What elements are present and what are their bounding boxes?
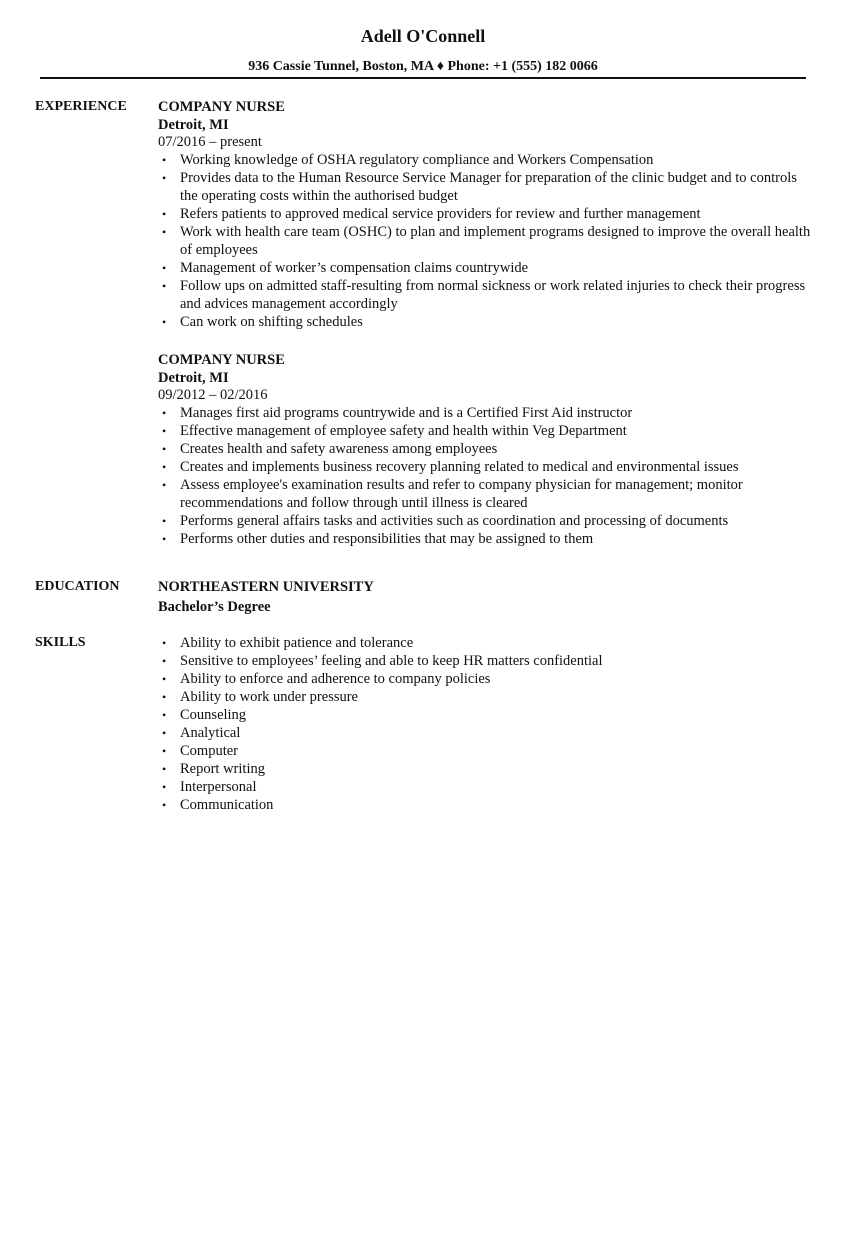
list-item: • Can work on shifting schedules [158, 313, 818, 331]
list-item: • Ability to enforce and adherence to company policies [158, 670, 818, 688]
list-item: • Assess employee's examination results and refer to company physician for management; monitor recommendations and follow through until illness is cleared [158, 476, 818, 512]
list-item: • Analytical [158, 724, 818, 742]
list-item: • Follow ups on admitted staff-resulting from normal sickness or work related injuries to check their progress and advices management accordingly [158, 277, 818, 313]
list-item: • Computer [158, 742, 818, 760]
list-item: • Ability to work under pressure [158, 688, 818, 706]
list-item: • Work with health care team (OSHC) to plan and implement programs designed to improve the overall health of employees [158, 223, 818, 259]
list-item: • Report writing [158, 760, 818, 778]
experience-body [158, 98, 818, 568]
list-item: • Refers patients to approved medical service providers for review and further management [158, 205, 818, 223]
school-name: NORTHEASTERN UNIVERSITY [158, 579, 374, 595]
job-title: COMPANY NURSE [158, 352, 285, 368]
job-duties [158, 404, 818, 548]
skills-list [158, 634, 818, 814]
job-dates: 07/2016 – present [158, 134, 262, 150]
list-item: • Effective management of employee safety and health within Veg Department [158, 422, 818, 440]
job-dates: 09/2012 – 02/2016 [158, 387, 268, 403]
education-heading: EDUCATION [35, 579, 120, 594]
job-title: COMPANY NURSE [158, 99, 285, 115]
education-body [158, 578, 818, 616]
list-item: • Management of worker’s compensation claims countrywide [158, 259, 818, 277]
header-divider [40, 77, 806, 79]
degree-name: Bachelor’s Degree [158, 599, 271, 615]
list-item: • Creates and implements business recovery planning related to medical and environmental issues [158, 458, 818, 476]
list-item: • Counseling [158, 706, 818, 724]
list-item: • Performs general affairs tasks and activities such as coordination and processing of documents [158, 512, 818, 530]
candidate-name: Adell O'Connell [360, 26, 486, 46]
list-item: • Sensitive to employees’ feeling and able to keep HR matters confidential [158, 652, 818, 670]
resume-header [0, 24, 846, 76]
job-location: Detroit, MI [158, 117, 229, 133]
experience-heading: EXPERIENCE [35, 99, 127, 114]
list-item: • Performs other duties and responsibilities that may be assigned to them [158, 530, 818, 548]
job-entry [158, 98, 818, 331]
list-item: • Ability to exhibit patience and tolerance [158, 634, 818, 652]
job-location: Detroit, MI [158, 370, 229, 386]
list-item: • Manages first aid programs countrywide and is a Certified First Aid instructor [158, 404, 818, 422]
list-item: • Working knowledge of OSHA regulatory compliance and Workers Compensation [158, 151, 818, 169]
list-item: • Provides data to the Human Resource Service Manager for preparation of the clinic budget and to controls the operating costs within the authorised budget [158, 169, 818, 205]
list-item: • Communication [158, 796, 818, 814]
job-entry [158, 351, 818, 548]
list-item: • Interpersonal [158, 778, 818, 796]
job-duties [158, 151, 818, 331]
list-item: • Creates health and safety awareness among employees [158, 440, 818, 458]
skills-heading: SKILLS [35, 635, 86, 650]
contact-line: 936 Cassie Tunnel, Boston, MA ♦ Phone: +1 (555) 182 0066 [248, 59, 598, 74]
skills-body [158, 634, 818, 814]
